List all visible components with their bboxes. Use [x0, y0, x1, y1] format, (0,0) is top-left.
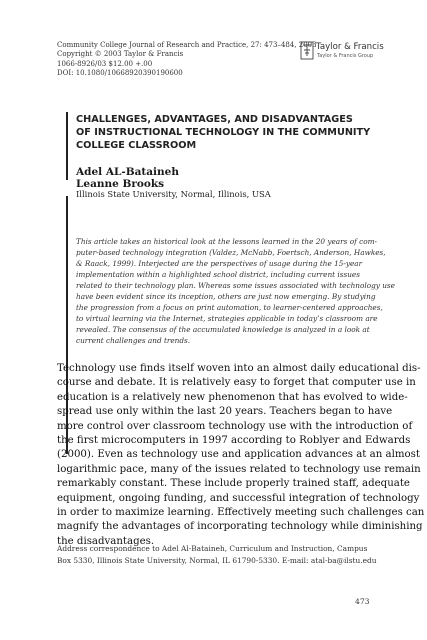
- body-line: spread use only within the last 20 years. Teachers began to have: [57, 406, 393, 418]
- body-line: magnify the advantages of incorporating technology while diminishing: [57, 521, 423, 533]
- abstract-line: related to their technology plan. Whereas some issues associated with technology use: [76, 281, 395, 290]
- publisher-logo-block: [300, 40, 410, 66]
- body-line: education is a relatively new phenomenon that has evolved to wide-: [57, 391, 408, 403]
- doi-line: DOI: 10.1080/10668920390190600: [57, 69, 183, 78]
- publisher-name: Taylor & Francis: [316, 42, 384, 52]
- copyright-line: Copyright © 2003 Taylor & Francis: [57, 50, 184, 59]
- author-list: [76, 166, 179, 190]
- body-line: Technology use finds itself woven into an almost daily educational dis-: [57, 363, 421, 374]
- body-line: remarkably constant. These include properly trained staff, adequate: [57, 478, 410, 490]
- abstract-line: current challenges and trends.: [76, 336, 191, 345]
- abstract-line: to virtual learning via the Internet, strategies applicable in today’s classroom are: [76, 314, 378, 323]
- publisher-logo-icon: [300, 41, 314, 60]
- abstract-line: & Raack, 1999). Interjected are the perspectives of usage during the 15-year: [76, 259, 363, 268]
- author-name: Adel AL-Bataineh: [76, 166, 179, 178]
- title-line: CHALLENGES, ADVANTAGES, AND DISADVANTAGES: [76, 114, 353, 125]
- body-line: logarithmic pace, many of the issues related to technology use remain: [57, 463, 421, 475]
- title-line: COLLEGE CLASSROOM: [76, 140, 197, 151]
- abstract-line: have been evident since its inception, others are just now emerging. By studying: [76, 292, 376, 301]
- abstract: [76, 236, 395, 346]
- author-name: Leanne Brooks: [76, 178, 165, 190]
- abstract-line: the progression from a focus on print automation, to learner-centered approaches,: [76, 303, 383, 312]
- body-line: (2000). Even as technology use and application advances at an almost: [57, 449, 420, 461]
- publisher-group: Taylor & Francis Group: [317, 53, 374, 59]
- author-affiliation: Illinois State University, Normal, Illinois, USA: [76, 189, 271, 199]
- journal-metadata: [57, 41, 317, 79]
- body-line: course and debate. It is relatively easy to forget that computer use in: [57, 377, 416, 389]
- abstract-line: implementation within a highlighted school district, including current issues: [76, 270, 360, 279]
- title-line: OF INSTRUCTIONAL TECHNOLOGY IN THE COMMUNITY: [76, 127, 371, 138]
- title-margin-rule: [66, 112, 68, 180]
- abstract-line: revealed. The consensus of the accumulated knowledge is analyzed in a look at: [76, 325, 370, 334]
- body-line: equipment, ongoing funding, and successful integration of technology: [57, 492, 420, 504]
- correspondence-footnote: [57, 543, 377, 566]
- article-title: [76, 113, 376, 152]
- body-paragraph: [57, 362, 425, 549]
- footnote-line: Address correspondence to Adel Al-Bataineh, Curriculum and Instruction, Campus: [57, 544, 368, 553]
- issn-price-line: 1066-8926/03 $12.00 +.00: [57, 59, 153, 68]
- body-line: the disadvantages.: [57, 535, 155, 547]
- page-number: 473: [355, 597, 370, 606]
- body-line: in order to maximize learning. Effectively meeting such challenges can: [57, 507, 425, 519]
- abstract-line: This article takes an historical look at the lessons learned in the 20 years of com-: [76, 237, 377, 246]
- abstract-line: puter-based technology integration (Valdez, McNabb, Foertsch, Anderson, Hawkes,: [76, 248, 386, 257]
- body-line: the first microcomputers in 1997 according to Roblyer and Edwards: [57, 435, 411, 447]
- footnote-line: Box 5330, Illinois State University, Normal, IL 61790-5330. E-mail: atal-ba@ilstu.edu: [57, 555, 377, 565]
- journal-citation: Community College Journal of Research and Practice, 27: 473–484, 2003: [57, 41, 317, 49]
- body-line: more control over classroom technology use with the introduction of: [57, 420, 413, 432]
